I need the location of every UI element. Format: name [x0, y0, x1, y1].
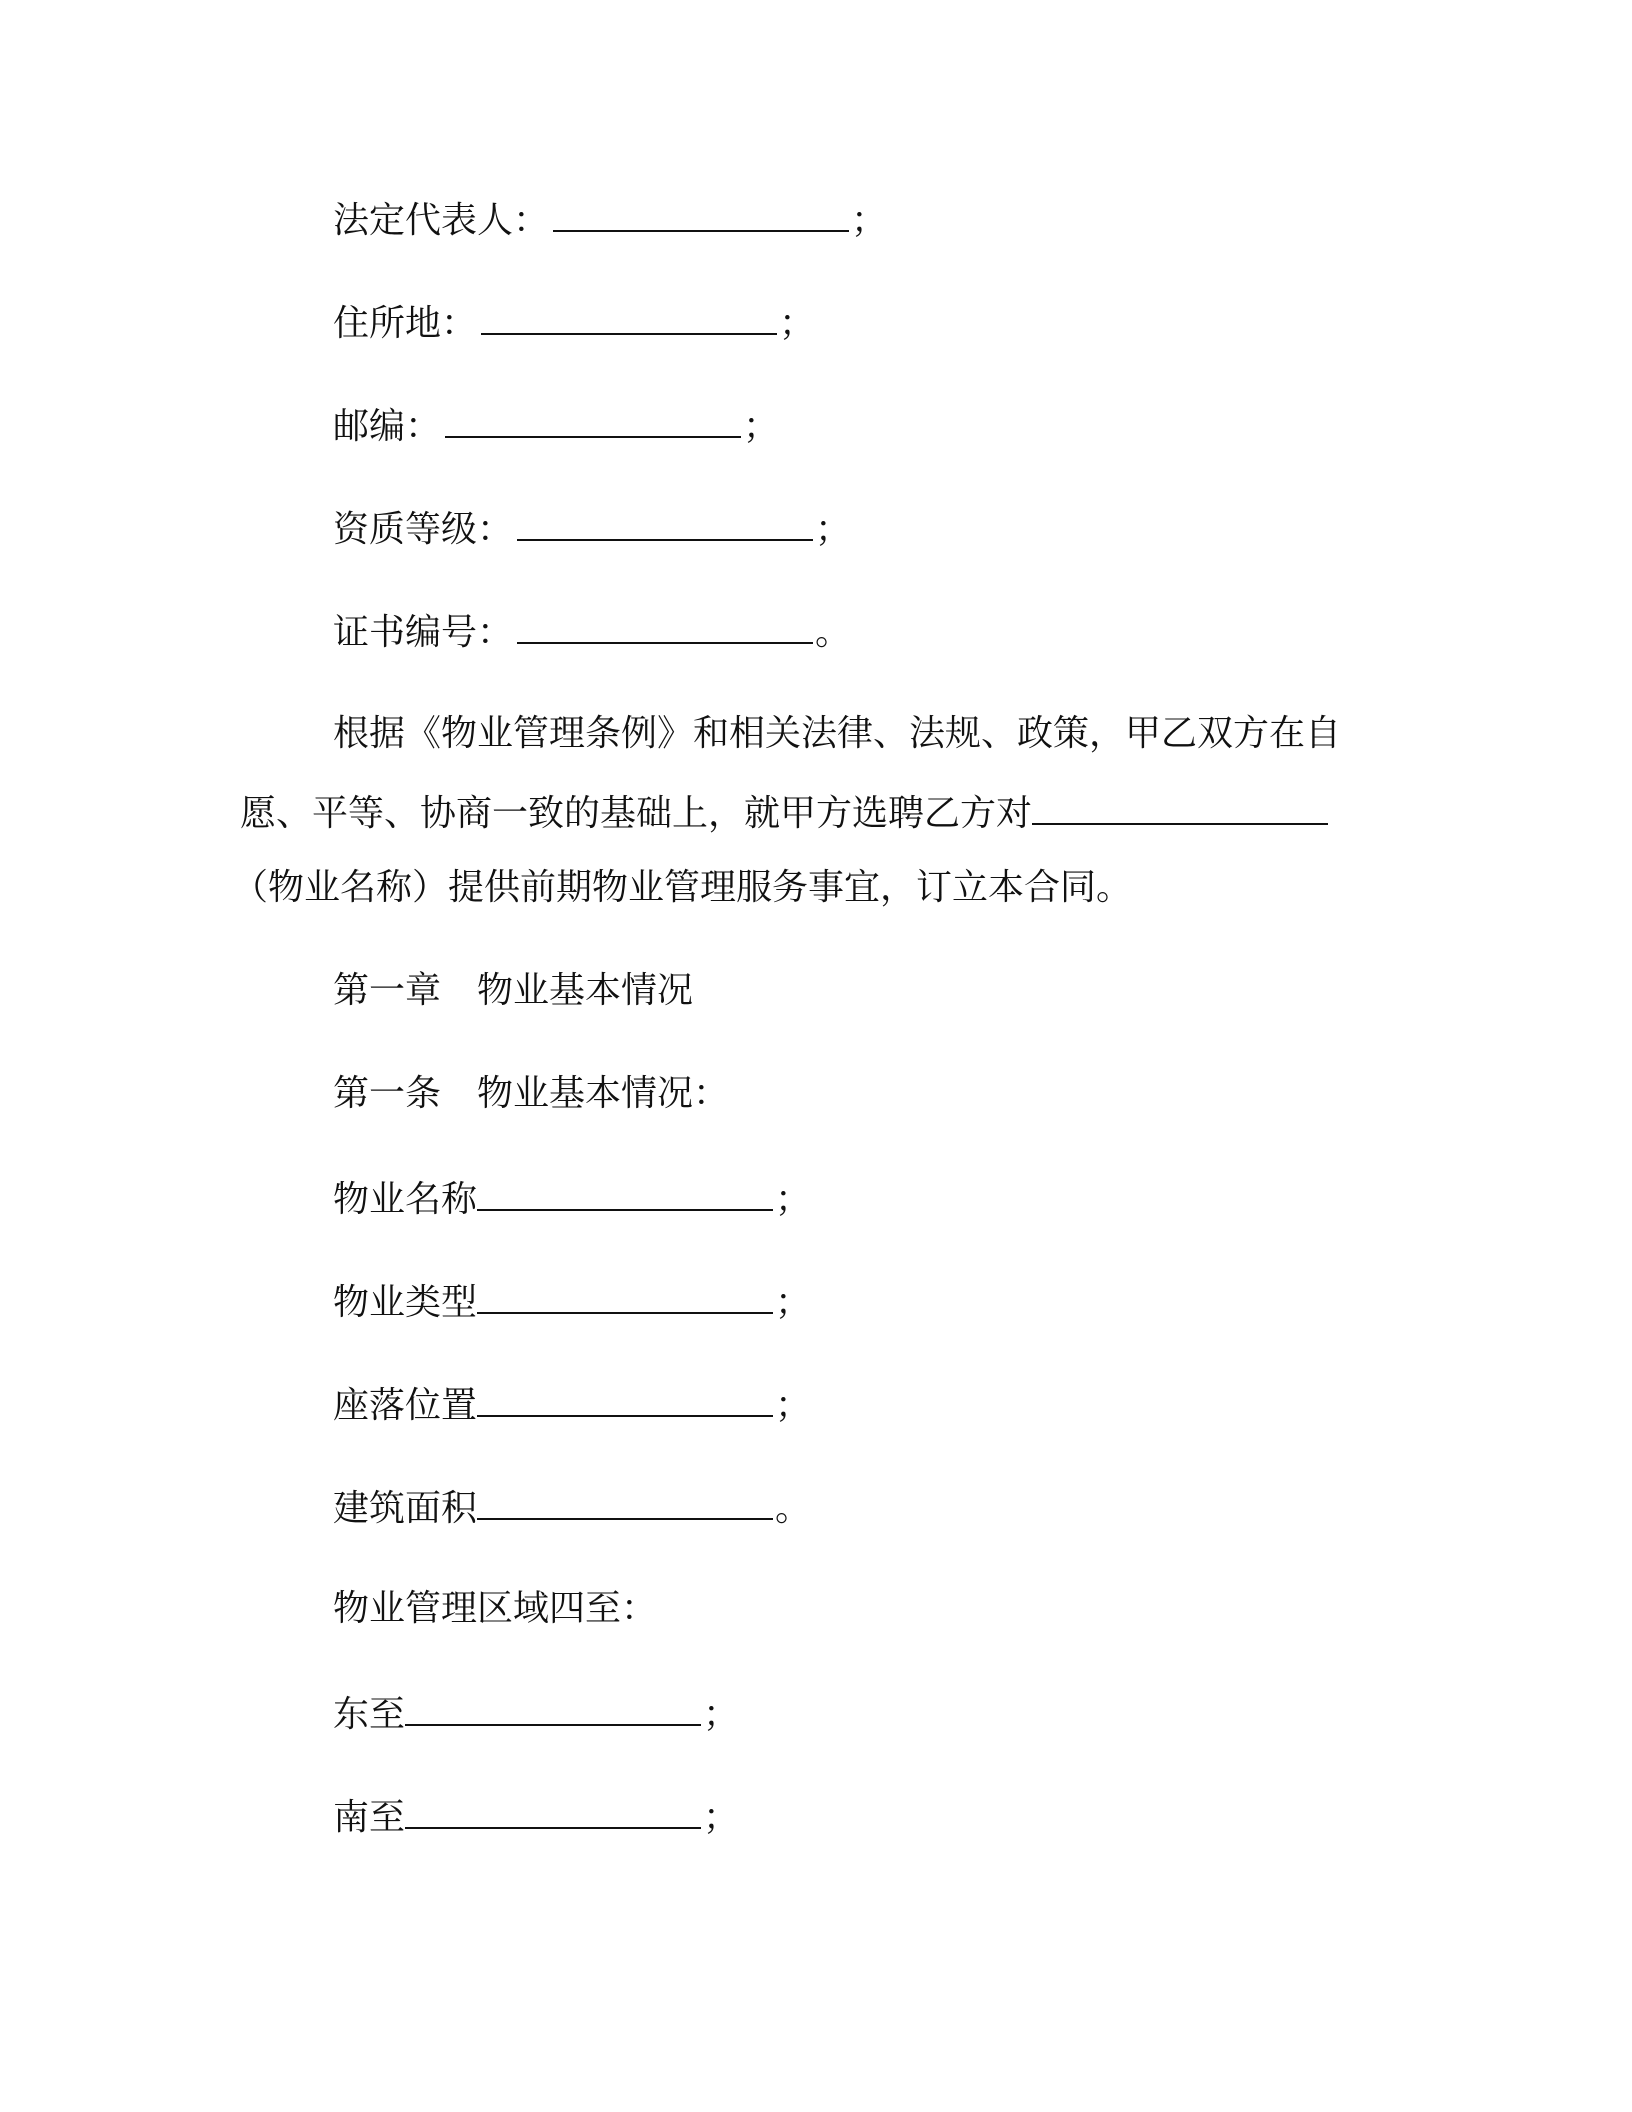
fill-in-blank[interactable] — [405, 1688, 701, 1726]
field-label: 邮编： — [333, 406, 442, 447]
field-label: 东至 — [333, 1694, 406, 1735]
chapter-heading: 第一章 物业基本情况 — [333, 970, 694, 1011]
field-end-punct: ； — [775, 1385, 812, 1426]
fill-in-blank[interactable] — [517, 503, 813, 541]
field-label: 物业名称 — [333, 1179, 478, 1220]
field-end-punct: 。 — [815, 612, 852, 653]
field-end-punct: ； — [851, 200, 888, 241]
field-end-punct: ； — [775, 1179, 812, 1220]
article-heading: 第一条 物业基本情况： — [333, 1073, 730, 1114]
qualification-level-line — [333, 503, 851, 554]
fill-in-blank[interactable] — [445, 400, 741, 438]
property-name-blank[interactable] — [1032, 787, 1328, 825]
field-label: 证书编号： — [333, 612, 514, 653]
certificate-number-line — [333, 606, 851, 657]
preamble-line-2-text: 愿、平等、协商一致的基础上，就甲方选聘乙方对 — [240, 793, 1033, 834]
field-end-punct: ； — [815, 509, 852, 550]
preamble-line-3: （物业名称）提供前期物业管理服务事宜，订立本合同。 — [232, 867, 1133, 908]
property-type-line — [333, 1276, 811, 1327]
location-line — [333, 1379, 811, 1430]
field-label: 南至 — [333, 1797, 406, 1838]
fill-in-blank[interactable] — [477, 1379, 773, 1417]
south-boundary-line — [333, 1791, 739, 1842]
domicile-line — [333, 297, 815, 348]
fill-in-blank[interactable] — [553, 194, 849, 232]
boundary-heading: 物业管理区域四至： — [333, 1588, 658, 1629]
field-end-punct: ； — [743, 406, 780, 447]
field-label: 座落位置 — [333, 1385, 478, 1426]
field-label: 资质等级： — [333, 509, 514, 550]
field-label: 建筑面积 — [333, 1488, 478, 1529]
legal-representative-line — [333, 194, 887, 245]
field-end-punct: 。 — [775, 1488, 812, 1529]
field-end-punct: ； — [703, 1797, 740, 1838]
field-end-punct: ； — [703, 1694, 740, 1735]
east-boundary-line — [333, 1688, 739, 1739]
field-label: 住所地： — [333, 303, 478, 344]
fill-in-blank[interactable] — [481, 297, 777, 335]
field-end-punct: ； — [775, 1282, 812, 1323]
fill-in-blank[interactable] — [477, 1276, 773, 1314]
field-label: 法定代表人： — [333, 200, 550, 241]
fill-in-blank[interactable] — [477, 1173, 773, 1211]
preamble-line-1: 根据《物业管理条例》和相关法律、法规、政策，甲乙双方在自 — [333, 713, 1342, 754]
fill-in-blank[interactable] — [405, 1791, 701, 1829]
property-name-line — [333, 1173, 811, 1224]
field-label: 物业类型 — [333, 1282, 478, 1323]
preamble-line-2 — [240, 787, 1330, 838]
building-area-line — [333, 1482, 811, 1533]
fill-in-blank[interactable] — [517, 606, 813, 644]
fill-in-blank[interactable] — [477, 1482, 773, 1520]
postcode-line — [333, 400, 779, 451]
field-end-punct: ； — [779, 303, 816, 344]
